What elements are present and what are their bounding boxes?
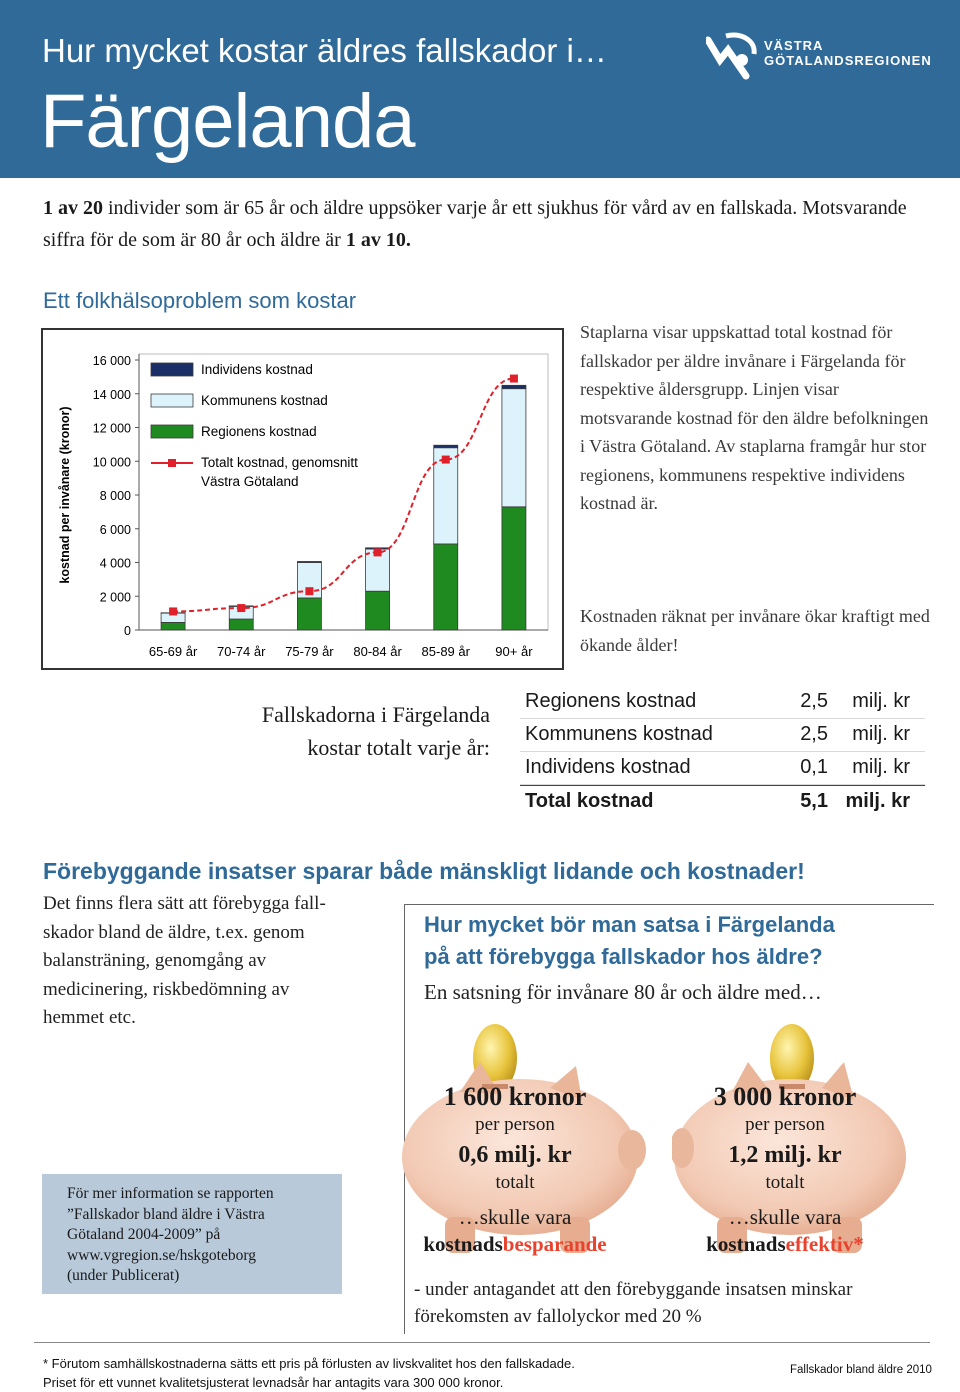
bar-segment <box>366 591 390 630</box>
header-banner <box>0 0 960 178</box>
prevention-text <box>43 890 373 1033</box>
y-tick-label: 16 000 <box>92 354 131 368</box>
pig2-word-a: kostnads <box>706 1232 786 1256</box>
footer-source: Fallskador bland äldre 2010 <box>790 1364 932 1376</box>
pig1-total-amount: 0,6 milj. kr <box>458 1142 572 1168</box>
bar-segment <box>297 561 321 562</box>
prevention-line: skador bland de äldre, t.ex. genom <box>43 921 305 943</box>
cost-unit: milj. kr <box>852 723 910 745</box>
legend-swatch <box>151 363 193 376</box>
line-point <box>237 604 245 612</box>
footnote-line1: * Förutom samhällskostnaderna sätts ett pris på förlusten av livskvalitet hos den fallskadade. <box>43 1356 575 1371</box>
bar-segment <box>434 544 458 630</box>
y-tick-label: 0 <box>124 624 131 638</box>
cost-label: Total kostnad <box>525 790 654 812</box>
vgr-logo <box>706 30 946 82</box>
intro-bold-2: 1 av 10. <box>345 229 411 251</box>
cost-row-region <box>520 686 925 719</box>
line-point <box>442 456 450 464</box>
pig1-would: …skulle vara <box>458 1205 572 1229</box>
cost-label: Kommunens kostnad <box>525 723 713 745</box>
legend-label: Kommunens kostnad <box>201 393 328 408</box>
x-tick-label: 90+ år <box>495 644 533 659</box>
legend-label: Regionens kostnad <box>201 424 317 439</box>
chart-conclusion: Kostnaden räknat per invånare ökar kraftigt med ökande ålder! <box>580 606 930 655</box>
line-point <box>374 548 382 556</box>
line-point <box>169 607 177 615</box>
pig1-text <box>405 1082 625 1258</box>
cost-value: 5,1 <box>800 790 828 812</box>
legend-swatch <box>151 425 193 438</box>
bar-segment <box>297 598 321 630</box>
info-line: För mer information se rapporten <box>67 1185 274 1202</box>
footnote-line2: Priset för ett vunnet kvalitetsjusterat levnadsår har antagits vara 300 000 kronor. <box>43 1375 504 1390</box>
legend-label: Västra Götaland <box>201 474 299 489</box>
pig2-word-b: effektiv* <box>785 1232 864 1256</box>
pig2-amount: 3 000 kronor <box>713 1082 857 1111</box>
y-tick-label: 4 000 <box>99 556 131 571</box>
cost-row-kommun <box>520 719 925 752</box>
x-tick-label: 65-69 år <box>148 644 198 659</box>
footnote <box>43 1354 575 1392</box>
x-tick-label: 70-74 år <box>217 644 266 659</box>
y-axis-label: kostnad per invånare (kronor) <box>58 406 72 584</box>
legend-swatch <box>151 394 193 407</box>
y-tick-label: 12 000 <box>92 421 131 436</box>
question-line2: på att förebygga fallskador hos äldre? <box>424 944 823 969</box>
cost-value: 0,1 <box>800 756 828 778</box>
cost-label: Regionens kostnad <box>525 690 697 712</box>
bar-segment <box>502 389 526 507</box>
cost-value: 2,5 <box>800 723 828 745</box>
pig2-total: totalt <box>765 1172 805 1193</box>
pig1-amount: 1 600 kronor <box>443 1082 587 1111</box>
y-tick-label: 2 000 <box>99 590 131 605</box>
pig2-per: per person <box>745 1114 825 1135</box>
bar-segment <box>434 445 458 448</box>
info-box <box>42 1174 342 1294</box>
legend-label: Individens kostnad <box>201 362 313 377</box>
x-tick-label: 85-89 år <box>421 644 470 659</box>
prevention-title: Förebyggande insatser sparar både mänskligt lidande och kostnader! <box>43 858 805 884</box>
prevention-line: medicinering, riskbedömning av <box>43 978 290 1000</box>
pig2-would: …skulle vara <box>728 1205 842 1229</box>
cost-unit: milj. kr <box>852 756 910 778</box>
question-line3: En satsning för invånare 80 år och äldre med… <box>424 980 822 1004</box>
pig2-text <box>675 1082 895 1258</box>
cost-chart <box>43 330 562 668</box>
section-title: Ett folkhälsoproblem som kostar <box>43 288 357 313</box>
line-point <box>510 375 518 383</box>
footer-divider <box>34 1342 930 1343</box>
prevention-line: hemmet etc. <box>43 1007 136 1028</box>
pig1-per: per person <box>475 1114 555 1135</box>
bar-segment <box>161 622 185 630</box>
pig1-word-b: besparande <box>502 1232 607 1256</box>
x-tick-label: 75-79 år <box>285 644 334 659</box>
y-tick-label: 6 000 <box>99 522 131 537</box>
legend-label: Totalt kostnad, genomsnitt <box>201 455 358 470</box>
bar-segment <box>502 385 526 388</box>
cost-unit: milj. kr <box>852 690 910 712</box>
intro-bold-1: 1 av 20 <box>43 197 103 219</box>
y-tick-label: 14 000 <box>92 387 131 402</box>
bar-segment <box>502 507 526 630</box>
x-tick-label: 80-84 år <box>353 644 402 659</box>
header-title: Färgelanda <box>40 79 415 164</box>
assumption-note: - under antagandet att den förebyggande insatsen minskar förekomsten av fallolyckor med 20 % <box>414 1279 853 1327</box>
cost-row-total <box>520 785 925 818</box>
cost-label: Individens kostnad <box>525 756 691 778</box>
intro-text: individer som är 65 år och äldre uppsöker varje år ett sjukhus för vård av en fallskada. Motsvarande siffra för de som är 80 år och äldre är <box>43 197 907 251</box>
cost-summary-heading <box>190 698 490 764</box>
pig1-total: totalt <box>495 1172 535 1193</box>
pig1-result <box>405 1231 625 1258</box>
prevention-line: balansträning, genomgång av <box>43 950 267 971</box>
cost-heading-line2: kostar totalt varje år: <box>307 735 490 760</box>
question-line1: Hur mycket bör man satsa i Färgelanda <box>424 912 835 937</box>
info-line: Götaland 2004-2009” på <box>67 1226 221 1243</box>
pig2-result <box>675 1231 895 1258</box>
cost-heading-line1: Fallskadorna i Färgelanda <box>261 702 490 727</box>
pig2-total-amount: 1,2 milj. kr <box>728 1142 842 1168</box>
bar-segment <box>229 619 253 630</box>
line-point <box>305 587 313 595</box>
legend-swatch <box>168 459 176 467</box>
intro-paragraph <box>43 192 933 256</box>
header-subtitle: Hur mycket kostar äldres fallskador i… <box>42 32 607 69</box>
prevention-line: Det finns flera sätt att förebygga fall- <box>43 893 326 914</box>
vgr-logo-icon <box>706 30 762 82</box>
pig1-word-a: kostnads <box>423 1232 503 1256</box>
logo-text-2: GÖTALANDSREGIONEN <box>764 53 932 68</box>
info-line: (under Publicerat) <box>67 1267 180 1284</box>
cost-unit: milj. kr <box>845 790 910 812</box>
cost-row-individ <box>520 752 925 785</box>
chart-description: Staplarna visar uppskattad total kostnad för fallskador per äldre invånare i Färgelanda för respektive åldersgrupp. Linjen visar motsvarande kostnad för den äldre befolkningen i Västra Götaland. Av staplarna framgår hur stor regionens, kommunens respektive individens kostnad är. <box>580 322 929 513</box>
info-line: ”Fallskador bland äldre i Västra <box>67 1205 265 1223</box>
info-link[interactable]: www.vgregion.se/hskgoteborg <box>67 1246 256 1264</box>
cost-chart-frame <box>41 328 564 670</box>
y-tick-label: 8 000 <box>99 489 131 503</box>
cost-table <box>520 686 925 818</box>
logo-text-1: VÄSTRA <box>764 38 824 53</box>
cost-value: 2,5 <box>800 690 828 712</box>
y-tick-label: 10 000 <box>92 455 131 470</box>
